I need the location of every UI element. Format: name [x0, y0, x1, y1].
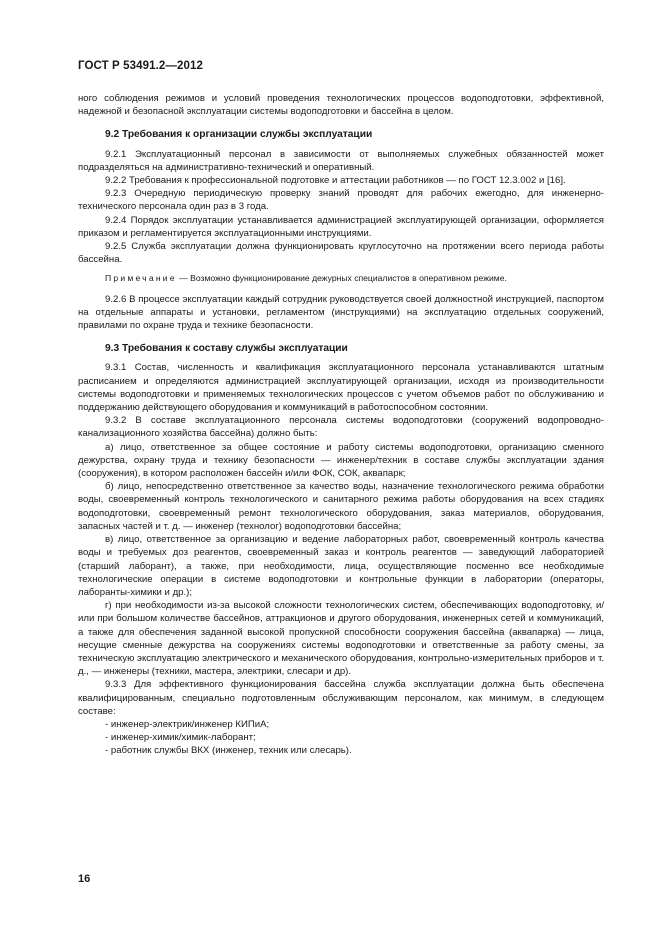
- list-item: - работник службы ВКХ (инженер, техник или слесарь).: [105, 745, 352, 757]
- clause-9-2-5: 9.2.5 Служба эксплуатации должна функционировать круглосуточно на протяжении всего периода работы бассейна.: [78, 241, 604, 266]
- clause-9-3-1: 9.3.1 Состав, численность и квалификация эксплуатационного персонала устанавливаются штатным расписанием и определяются администрацией эксплуатирующей организации, исходя из производительности системы водоподготовки и применяемых технологических процессов с учетом объемов работ по обслуживанию и поддержанию действующего оборудования и коммуникаций в работоспособном состоянии.: [78, 362, 604, 414]
- clause-9-3-2-b: б) лицо, непосредственно ответственное за качество воды, назначение технологического режима обработки воды, своевременный контроль технологического и санитарного режима работы оборудования на всех стадиях водоподготовки, своевременный ремонт технологического оборудования, заказ материалов, оборудования, запасных частей и т. д. — инженер (технолог) водоподготовки бассейна;: [78, 481, 604, 532]
- document-body: [78, 92, 604, 758]
- clause-9-3-2-v: в) лицо, ответственное за организацию и ведение лабораторных работ, своевременный контроль качества воды и требуемых доз реагентов, своевременный заказ и контроль реагентов — заведующий лабораторией (старший лаборант), а также, при необходимости, лица, осуществляющие посменно все необходимые технологические операции в системе водоподготовки и контрольные функции в лаборатории (операторы, лаборанты-химики и др.);: [78, 534, 604, 598]
- clause-9-3-3: 9.3.3 Для эффективного функционирования бассейна служба эксплуатации должна быть обеспечена квалифицированным, специально подготовленным обслуживающим персоналом, как минимум, в следующем составе:: [78, 679, 604, 717]
- page-number: 16: [78, 873, 91, 885]
- intro-paragraph: ного соблюдения режимов и условий проведения технологических процессов водоподготовки, эффективной, надежной и безопасной эксплуатации системы водоподготовки и бассейна в целом.: [78, 93, 604, 118]
- clause-9-2-4: 9.2.4 Порядок эксплуатации устанавливается администрацией эксплуатирующей организации, оформляется приказом и регламентируется эксплуатационными инструкциями.: [78, 214, 604, 239]
- section-9-2-title: 9.2 Требования к организации службы эксплуатации: [105, 129, 373, 141]
- list-item: - инженер-электрик/инженер КИПиА;: [105, 718, 270, 730]
- section-9-3-title: 9.3 Требования к составу службы эксплуатации: [105, 343, 348, 355]
- clause-9-2-3: 9.2.3 Очередную периодическую проверку знаний проводят для рабочих ежегодно, для инженерно-технического персонала один раз в 3 года.: [78, 188, 604, 213]
- clause-9-3-2-g: г) при необходимости из-за высокой сложности технологических систем, обеспечивающих водоподготовку, и/или при большом количестве бассейнов, аттракционов и другого оборудования, инженерных сетей и коммуникаций, а также для обеспечения заданной высокой пропускной способности сооружения бассейна (аквапарка) — лица, несущие сменные дежурства на сооружениях системы водоподготовки и ответственные за работу смены, за техническую эксплуатацию электрического и механического оборудования, контрольно-измерительных приборов и т. д., — инженеры (техники, мастера, электрики, слесари и др).: [78, 600, 604, 678]
- clause-9-2-6: 9.2.6 В процессе эксплуатации каждый сотрудник руководствуется своей должностной инструкцией, паспортом на отдельные аппараты и установки, регламентом (инструкциями) на эксплуатацию отдельных сооружений, правилами по охране труда и технике безопасности.: [78, 293, 604, 332]
- note-label: Примечание: [105, 273, 177, 284]
- note: [78, 272, 604, 285]
- clause-9-2-2: 9.2.2 Требования к профессиональной подготовке и аттестации работников — по ГОСТ 12.3.002 и [16].: [105, 175, 566, 187]
- clause-9-2-1: 9.2.1 Эксплуатационный персонал в зависимости от выполняемых служебных обязанностей может подразделяться на административно-технический и оперативный.: [78, 148, 604, 173]
- clause-9-3-2: 9.3.2 В составе эксплуатационного персонала системы водоподготовки (сооружений водопроводно-канализационного хозяйства бассейна) должно быть:: [78, 415, 604, 440]
- note-text: — Возможно функционирование дежурных специалистов в оперативном режиме.: [176, 273, 507, 284]
- clause-9-3-2-a: а) лицо, ответственное за общее состояние и работу системы водоподготовки, организацию сменного дежурства, охрану труда и технику безопасности — инженер/техник в составе службы эксплуатации здания (сооружения), в котором расположен бассейн и/или ФОК, СОК, аквапарк;: [78, 441, 604, 480]
- document-code: ГОСТ Р 53491.2—2012: [78, 60, 203, 72]
- list-item: - инженер-химик/химик-лаборант;: [105, 732, 256, 744]
